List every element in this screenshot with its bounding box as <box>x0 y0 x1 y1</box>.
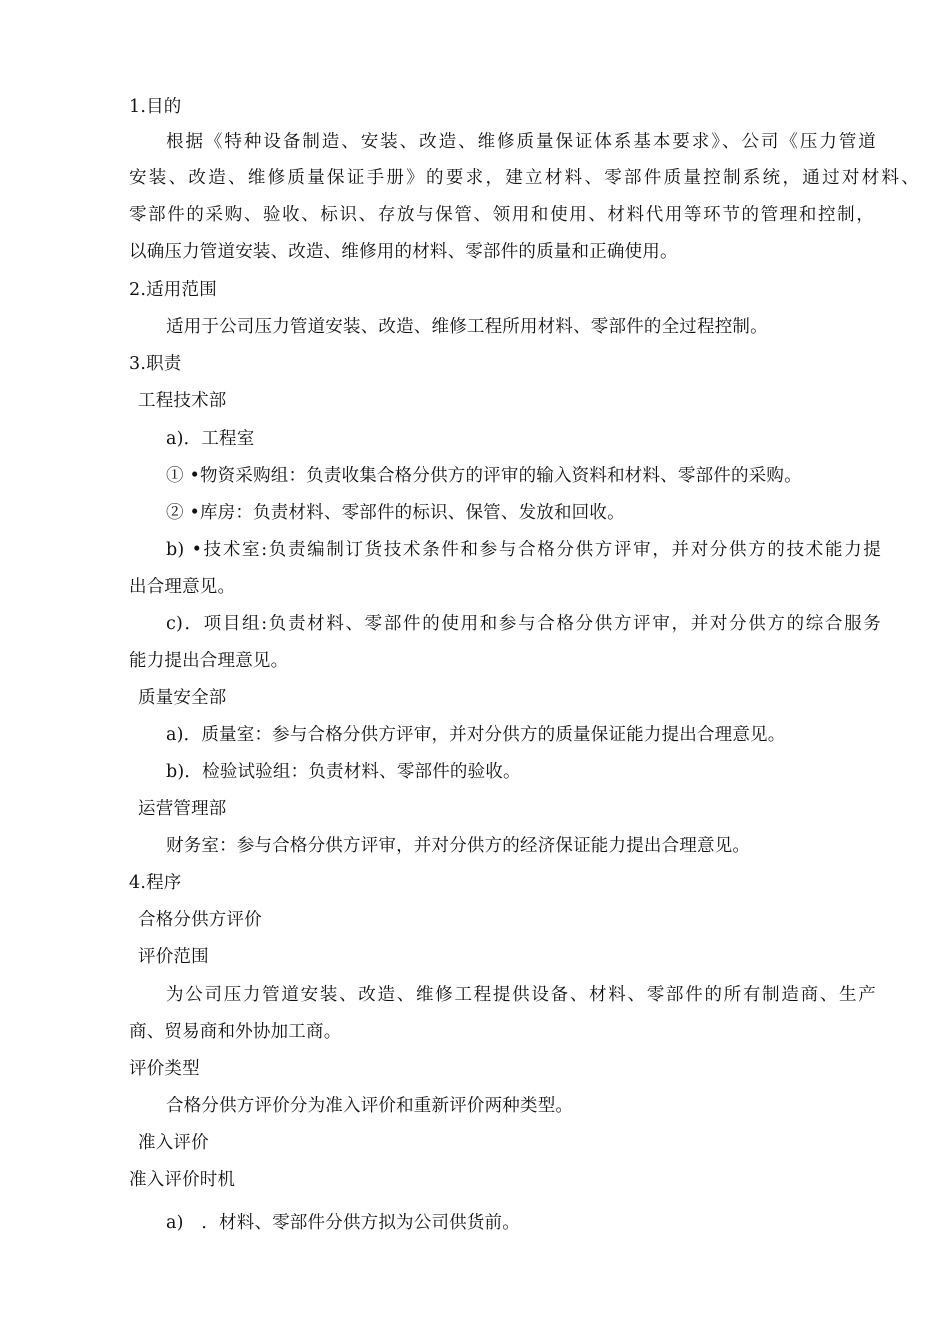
warehouse-item: ② •库房：负责材料、零部件的标识、保管、发放和回收。 <box>166 503 625 523</box>
eval-scope-line-1: 为公司压力管道安装、改造、维修工程提供设备、材料、零部件的所有制造商、生产 <box>166 985 876 1005</box>
entry-timing-title: 准入评价时机 <box>129 1170 236 1190</box>
quality-room-item: a)．质量室：参与合格分供方评审，并对分供方的质量保证能力提出合理意见。 <box>166 725 786 745</box>
entry-eval-title: 准入评价 <box>138 1133 209 1153</box>
entry-item-a: a) ．材料、零部件分供方拟为公司供货前。 <box>166 1213 520 1233</box>
heading-scope: 2.适用范围 <box>129 280 217 300</box>
purpose-line-3: 零部件的采购、验收、标识、存放与保管、领用和使用、材料代用等环节的管理和控制， <box>129 205 874 225</box>
heading-purpose: 1.目的 <box>129 97 182 117</box>
purpose-line-2: 安装、改造、维修质量保证手册》的要求，建立材料、零部件质量控制系统，通过对材料、 <box>129 168 919 188</box>
ops-dept-title: 运营管理部 <box>138 799 227 819</box>
eng-room-item: a)．工程室 <box>166 429 255 449</box>
finance-item: 财务室：参与合格分供方评审，并对分供方的经济保证能力提出合理意见。 <box>166 836 751 856</box>
project-group-line-2: 能力提出合理意见。 <box>129 651 289 671</box>
scope-para: 适用于公司压力管道安装、改造、维修工程所用材料、零部件的全过程控制。 <box>166 317 768 337</box>
purpose-line-1: 根据《特种设备制造、安装、改造、维修质量保证体系基本要求》、公司《压力管道 <box>166 132 876 152</box>
inspection-item: b)．检验试验组：负责材料、零部件的验收。 <box>166 762 521 782</box>
heading-duties: 3.职责 <box>129 354 182 374</box>
eng-dept-title: 工程技术部 <box>138 391 227 411</box>
eval-type-title: 评价类型 <box>129 1059 200 1079</box>
purchase-group-item: ① •物资采购组：负责收集合格分供方的评审的输入资料和材料、零部件的采购。 <box>166 466 802 486</box>
supplier-eval-title: 合格分供方评价 <box>138 910 262 930</box>
purpose-line-4: 以确压力管道安装、改造、维修用的材料、零部件的质量和正确使用。 <box>129 242 678 262</box>
tech-room-line-1: b) •技术室:负责编制订货技术条件和参与合格分供方评审，并对分供方的技术能力提 <box>166 540 881 560</box>
eval-type-para: 合格分供方评价分为准入评价和重新评价两种类型。 <box>166 1096 574 1116</box>
heading-procedure: 4.程序 <box>129 873 182 893</box>
tech-room-line-2: 出合理意见。 <box>129 577 236 597</box>
project-group-line-1: c)．项目组:负责材料、零部件的使用和参与合格分供方评审，并对分供方的综合服务 <box>166 614 881 634</box>
eval-scope-line-2: 商、贸易商和外协加工商。 <box>129 1022 342 1042</box>
eval-scope-title: 评价范围 <box>138 947 209 967</box>
quality-dept-title: 质量安全部 <box>138 688 227 708</box>
